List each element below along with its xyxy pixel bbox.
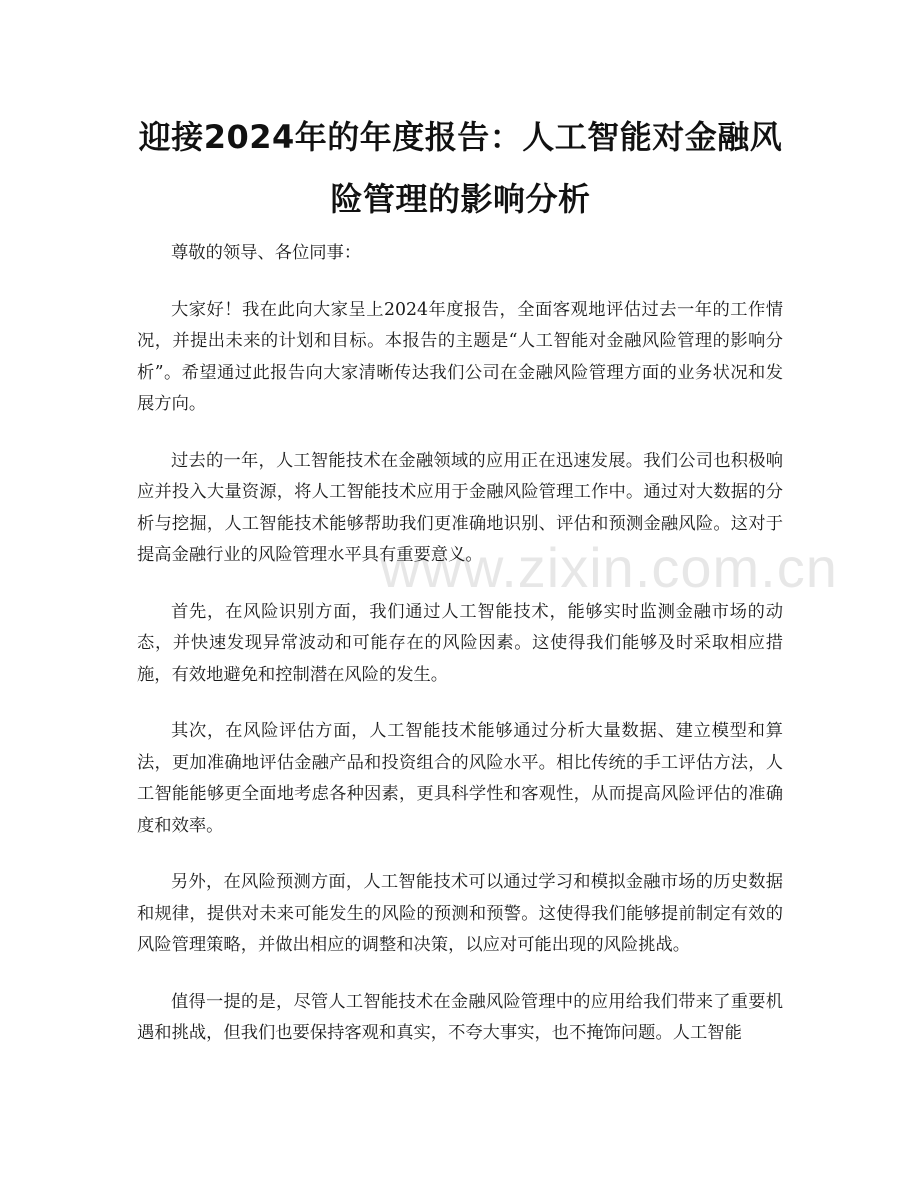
risk-identification-paragraph: 首先，在风险识别方面，我们通过人工智能技术，能够实时监测金融市场的动态，并快速发现异常波动和可能存在的风险因素。这使得我们能够及时采取相应措施，有效地避免和控制潜在风险的发生。 <box>137 601 783 685</box>
background-paragraph: 过去的一年，人工智能技术在金融领域的应用正在迅速发展。我们公司也积极响应并投入大量资源，将人工智能技术应用于金融风险管理工作中。通过对大数据的分析与挖掘，人工智能技术能够帮助我们更准确地识别、评估和预测金融风险。这对于提高金融行业的风险管理水平具有重要意义。 <box>137 450 783 565</box>
risk-prediction-paragraph: 另外，在风险预测方面，人工智能技术可以通过学习和模拟金融市场的历史数据和规律，提供对未来可能发生的风险的预测和预警。这使得我们能够提前制定有效的风险管理策略，并做出相应的调整和决策，以应对可能出现的风险挑战。 <box>137 872 783 955</box>
document-body <box>137 238 783 1075</box>
risk-assessment-paragraph: 其次，在风险评估方面，人工智能技术能够通过分析大量数据、建立模型和算法，更加准确地评估金融产品和投资组合的风险水平。相比传统的手工评估方法，人工智能能够更全面地考虑各种因素，更具科学性和客观性，从而提高风险评估的准确度和效率。 <box>137 721 783 836</box>
caveat-paragraph: 值得一提的是，尽管人工智能技术在金融风险管理中的应用给我们带来了重要机遇和挑战，但我们也要保持客观和真实，不夸大事实，也不掩饰问题。人工智能 <box>137 991 783 1043</box>
document-title: 迎接2024年的年度报告：人工智能对金融风险管理的影响分析 <box>138 118 783 218</box>
intro-paragraph: 大家好！我在此向大家呈上2024年度报告，全面客观地评估过去一年的工作情况，并提出未来的计划和目标。本报告的主题是“人工智能对金融风险管理的影响分析”。希望通过此报告向大家清晰传达我们公司在金融风险管理方面的业务状况和发展方向。 <box>137 299 783 414</box>
watermark-text: www.zixin.com.cn <box>380 536 838 599</box>
greeting-paragraph: 尊敬的领导、各位同事： <box>171 243 362 263</box>
